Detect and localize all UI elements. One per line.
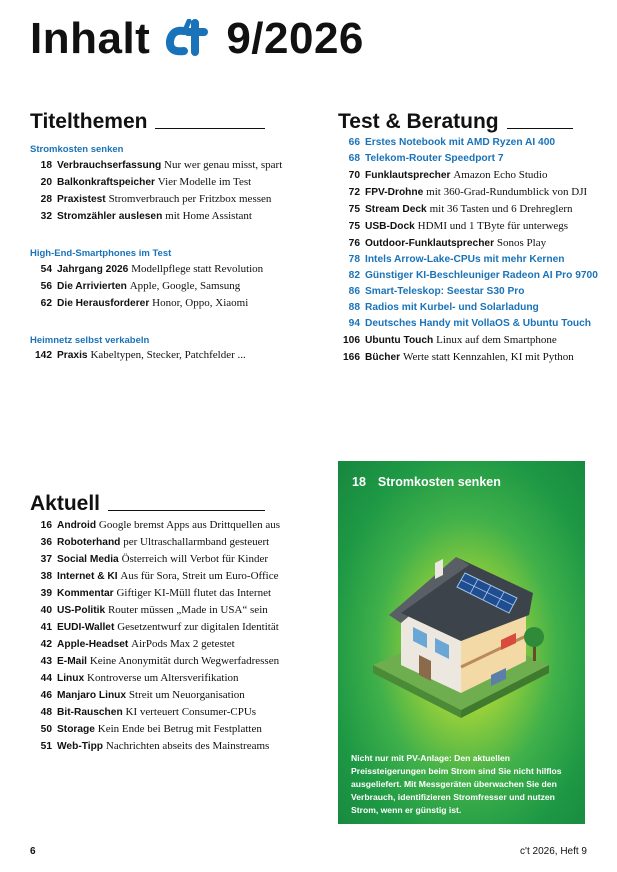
toc-text: Modellpflege statt Revolution <box>131 263 264 275</box>
page-number: 44 <box>40 673 52 684</box>
toc-list <box>30 347 246 364</box>
toc-row[interactable] <box>30 636 280 653</box>
toc-row[interactable] <box>338 135 598 151</box>
toc-row[interactable] <box>30 721 280 738</box>
toc-text: Giftiger KI-Müll flutet das Internet <box>116 587 272 599</box>
toc-keyword: Telekom-Router Speedport 7 <box>365 153 504 164</box>
hero-teaser[interactable] <box>338 461 585 824</box>
toc-keyword: Bit-Rauschen <box>57 707 123 718</box>
toc-keyword: Android <box>57 520 97 531</box>
toc-text: Honor, Oppo, Xiaomi <box>152 297 249 309</box>
toc-text: Apple, Google, Samsung <box>129 280 241 292</box>
page-number: 82 <box>348 270 360 281</box>
toc-row[interactable] <box>30 551 280 568</box>
section-heading-test <box>338 110 573 134</box>
toc-keyword: Bücher <box>365 352 401 363</box>
page-number: 66 <box>348 137 360 148</box>
page-number: 106 <box>343 335 360 346</box>
page-number: 166 <box>343 352 360 363</box>
toc-text: per Ultraschallarmband gesteuert <box>123 536 270 548</box>
toc-keyword: Die Herausforderer <box>57 298 150 309</box>
page-number: 72 <box>348 187 360 198</box>
toc-text: Kein Ende bei Betrug mit Festplatten <box>97 723 262 735</box>
toc-list <box>338 135 598 366</box>
toc-text: Keine Anonymität durch Wegwerfadressen <box>89 655 280 667</box>
toc-text: Google bremst Apps aus Drittquellen aus <box>98 519 281 531</box>
toc-row[interactable] <box>338 184 598 201</box>
toc-row[interactable] <box>338 167 598 184</box>
tree-crown <box>524 627 544 647</box>
footer-page-number: 6 <box>30 846 36 857</box>
toc-keyword: Ubuntu Touch <box>365 335 434 346</box>
page-number: 48 <box>40 707 52 718</box>
toc-row[interactable] <box>338 316 598 332</box>
page-number: 54 <box>40 264 52 275</box>
page-number: 50 <box>40 724 52 735</box>
page-number: 41 <box>40 622 52 633</box>
section-title: Aktuell <box>30 492 101 515</box>
page-number: 56 <box>40 281 52 292</box>
toc-list <box>30 157 282 225</box>
toc-row[interactable] <box>30 687 280 704</box>
toc-keyword: Intels Arrow-Lake-CPUs mit mehr Kernen <box>365 254 565 265</box>
toc-text: mit 360-Grad-Rundumblick von DJI <box>426 186 588 198</box>
toc-keyword: Social Media <box>57 554 119 565</box>
toc-text: Sonos Play <box>496 237 547 249</box>
toc-row[interactable] <box>30 278 263 295</box>
toc-row[interactable] <box>338 201 598 218</box>
toc-keyword: Praxis <box>57 350 88 361</box>
section-heading-aktuell <box>30 492 265 516</box>
toc-keyword: Jahrgang 2026 <box>57 264 129 275</box>
page-number: 46 <box>40 690 52 701</box>
toc-text: Kabeltypen, Stecker, Patchfelder ... <box>90 349 246 361</box>
toc-row[interactable] <box>338 268 598 284</box>
page-title <box>30 14 364 64</box>
toc-keyword: Praxistest <box>57 194 106 205</box>
toc-row[interactable] <box>338 252 598 268</box>
hero-title: Stromkosten senken <box>377 475 501 489</box>
toc-keyword: Internet & KI <box>57 571 118 582</box>
toc-text: mit 36 Tasten und 6 Drehreglern <box>429 203 573 215</box>
page-number: 36 <box>40 537 52 548</box>
toc-text: Stromverbrauch per Fritzbox messen <box>108 193 272 205</box>
toc-row[interactable] <box>30 704 280 721</box>
page-number: 75 <box>348 204 360 215</box>
page-number: 68 <box>348 153 360 164</box>
toc-keyword: USB-Dock <box>365 221 415 232</box>
toc-text: Amazon Echo Studio <box>453 169 548 181</box>
toc-text: Aus für Sora, Streit um Euro-Office <box>120 570 279 582</box>
toc-keyword: Radios mit Kurbel- und Solarladung <box>365 302 539 313</box>
toc-keyword: Stromzähler auslesen <box>57 211 163 222</box>
toc-row[interactable] <box>30 347 246 364</box>
toc-text: Werte statt Kennzahlen, KI mit Python <box>402 351 574 363</box>
page-number: 88 <box>348 302 360 313</box>
toc-row[interactable] <box>30 157 282 174</box>
toc-row[interactable] <box>30 619 280 636</box>
hero-heading <box>352 475 501 489</box>
toc-text: mit Home Assistant <box>165 210 252 222</box>
toc-text: Streit um Neuorganisation <box>128 689 245 701</box>
page-number: 75 <box>348 221 360 232</box>
page-number: 78 <box>348 254 360 265</box>
toc-keyword: Storage <box>57 724 95 735</box>
toc-row[interactable] <box>338 218 598 235</box>
toc-keyword: Günstiger KI-Beschleuniger Radeon AI Pro 9700 <box>365 270 598 281</box>
toc-keyword: Kommentar <box>57 588 114 599</box>
page-number: 40 <box>40 605 52 616</box>
toc-list <box>30 261 263 312</box>
page-number: 20 <box>40 177 52 188</box>
toc-row[interactable] <box>30 534 280 551</box>
toc-text: KI verteuert Consumer-CPUs <box>125 706 257 718</box>
toc-text: Linux auf dem Smartphone <box>436 334 557 346</box>
page-number: 32 <box>40 211 52 222</box>
page-number: 28 <box>40 194 52 205</box>
page-number: 43 <box>40 656 52 667</box>
page-number: 18 <box>40 160 52 171</box>
heading-rule <box>108 510 265 511</box>
toc-row[interactable] <box>30 208 282 225</box>
hero-caption: Nicht nur mit PV-Anlage: Den aktuellen Preissteigerungen beim Strom sind Sie nicht hilflos ausgeliefert. Mit Messgeräten überwachen Sie den Verbrauch, identifizieren Stromfresser und nutzen Strom, wenn er günstig ist. <box>351 753 562 815</box>
section-title: Titelthemen <box>30 110 148 133</box>
toc-text: Nur wer genau misst, spart <box>164 159 283 171</box>
toc-row[interactable] <box>338 235 598 252</box>
toc-row[interactable] <box>30 602 280 619</box>
toc-keyword: Linux <box>57 673 85 684</box>
page-number: 86 <box>348 286 360 297</box>
toc-row[interactable] <box>30 653 280 670</box>
page-number: 62 <box>40 298 52 309</box>
toc-row[interactable] <box>30 174 282 191</box>
ct-logo-icon <box>162 19 214 59</box>
heading-rule <box>155 128 265 129</box>
toc-row[interactable] <box>30 585 280 602</box>
page-number: 38 <box>40 571 52 582</box>
toc-row[interactable] <box>338 349 598 366</box>
page-number: 16 <box>40 520 52 531</box>
section-title: Test & Beratung <box>338 110 499 133</box>
toc-keyword: FPV-Drohne <box>365 187 424 198</box>
toc-text: Router müssen „Made in USA“ sein <box>107 604 268 616</box>
toc-text: Vier Modelle im Test <box>157 176 252 188</box>
toc-keyword: Roboterhand <box>57 537 121 548</box>
page-number: 94 <box>348 318 360 329</box>
toc-keyword: Deutsches Handy mit VollaOS & Ubuntu Touch <box>365 318 592 329</box>
toc-row[interactable] <box>30 517 280 534</box>
page-number: 70 <box>348 170 360 181</box>
page-number: 37 <box>40 554 52 565</box>
toc-row[interactable] <box>338 284 598 300</box>
toc-row[interactable] <box>30 191 282 208</box>
toc-keyword: Balkonkraftspeicher <box>57 177 155 188</box>
toc-keyword: US-Politik <box>57 605 106 616</box>
heading-rule <box>507 128 573 129</box>
footer-issue-label: c't 2026, Heft 9 <box>520 846 587 857</box>
page-number: 142 <box>35 350 52 361</box>
toc-text: HDMI und 1 TByte für unterwegs <box>417 220 569 232</box>
toc-text: Nachrichten abseits des Mainstreams <box>105 740 270 752</box>
toc-text: Gesetzentwurf zur digitalen Identität <box>117 621 279 633</box>
toc-keyword: Die Arrivierten <box>57 281 127 292</box>
page-number: 42 <box>40 639 52 650</box>
toc-row[interactable] <box>338 151 598 167</box>
toc-row[interactable] <box>30 261 263 278</box>
toc-keyword: Manjaro Linux <box>57 690 127 701</box>
issue-number: 9/2026 <box>226 14 364 63</box>
toc-keyword: Erstes Notebook mit AMD Ryzen AI 400 <box>365 137 556 148</box>
page-number: 51 <box>40 741 52 752</box>
toc-text: AirPods Max 2 getestet <box>131 638 235 650</box>
group-heading[interactable]: Stromkosten senken <box>30 144 124 155</box>
title-prefix: Inhalt <box>30 14 151 63</box>
hero-page-number: 18 <box>352 475 366 489</box>
toc-keyword: Smart-Teleskop: Seestar S30 Pro <box>365 286 525 297</box>
toc-keyword: E-Mail <box>57 656 88 667</box>
page-number: 39 <box>40 588 52 599</box>
toc-keyword: Outdoor-Funklautsprecher <box>365 238 495 249</box>
section-heading-titelthemen <box>30 110 265 134</box>
toc-keyword: Stream Deck <box>365 204 427 215</box>
toc-keyword: Funklautsprecher <box>365 170 451 181</box>
house-solar-icon <box>361 515 561 735</box>
toc-row[interactable] <box>30 568 280 585</box>
toc-row[interactable] <box>30 670 280 687</box>
toc-keyword: Verbrauchserfassung <box>57 160 162 171</box>
toc-row[interactable] <box>30 295 263 312</box>
toc-keyword: EUDI-Wallet <box>57 622 115 633</box>
toc-row[interactable] <box>338 300 598 316</box>
toc-text: Österreich will Verbot für Kinder <box>121 553 268 565</box>
page-number: 76 <box>348 238 360 249</box>
toc-text: Kontroverse um Altersverifikation <box>87 672 239 684</box>
toc-keyword: Web-Tipp <box>57 741 104 752</box>
group-heading[interactable]: Heimnetz selbst verkabeln <box>30 335 150 346</box>
group-heading[interactable]: High-End-Smartphones im Test <box>30 248 172 259</box>
toc-row[interactable] <box>338 332 598 349</box>
toc-keyword: Apple-Headset <box>57 639 129 650</box>
toc-row[interactable] <box>30 738 280 755</box>
toc-list <box>30 517 280 755</box>
